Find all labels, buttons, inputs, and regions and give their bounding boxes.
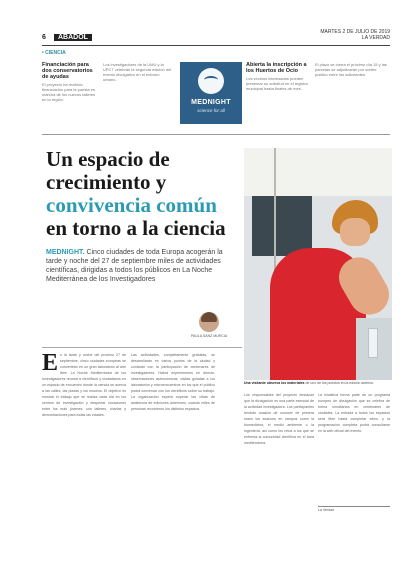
- teaser-headline: Financiación para dos conservatorios de ayudas: [42, 62, 93, 80]
- caption-bold: Una visitante observa los materiales: [244, 381, 305, 385]
- headline-line: Un espacio de: [46, 147, 170, 171]
- teaser-body: Los vecinos interesados pueden presentar su solicitud en el registro municipal hasta finales de mes.: [246, 76, 309, 91]
- body-column-1: [42, 352, 126, 526]
- teaser-4: [315, 62, 390, 77]
- date-block: [320, 29, 390, 41]
- section-label: ABADOL: [54, 34, 92, 41]
- page-footer: La Verdad: [318, 506, 390, 514]
- teaser-2: [103, 62, 173, 82]
- teaser-headline: Abierta la inscripción a los Huertos de Ocio: [246, 62, 307, 74]
- body-column-3: [244, 392, 314, 504]
- bird-icon: [204, 76, 218, 84]
- logo-name: MEDNIGHT: [191, 99, 231, 106]
- teaser-body: Los investigadores de la UMU y la UPCT celebran la segunda edición del evento divulgativo en el entorno urbano.: [103, 62, 172, 82]
- publication-name: LA VERDAD: [361, 35, 390, 41]
- author-avatar: [199, 312, 219, 332]
- logo-circle: [198, 68, 224, 94]
- headline-line: crecimiento y: [46, 170, 167, 194]
- photo-caption: [244, 381, 392, 385]
- article-lead: [46, 248, 236, 284]
- lead-text: Cinco ciudades de toda Europa acogerán la tarde y noche del 27 de septiembre miles de actividades científicas, dirigidas a todos los públicos en La Noche Mediterránea de los Investigadores: [46, 249, 223, 283]
- teaser-3: [246, 62, 311, 91]
- headline-line-accent: convivencia común: [46, 193, 217, 217]
- section-divider: [42, 134, 390, 135]
- caption-text: de uno de los puestos en la edición anterior.: [304, 381, 374, 385]
- body-text: n la tarde y noche del próximo 27 de septiembre, cinco ciudades europeas se convertirán en un gran laboratorio al aire libre. La Noche Mediterránea de los Investigadores reunirá a científicos y ciudadanos en un espacio de encuentro donde la ciencia se acerca a las calles, las plazas y los museos. El objetivo es mostrar el trabajo que se realiza cada día en los centros de investigación y despertar vocaciones entre los más jóvenes, con talleres, charlas y demostraciones para todas las edades.: [42, 353, 126, 417]
- section-sublabel: • CIENCIA: [42, 50, 66, 56]
- page-header: [42, 29, 390, 46]
- article-headline: [46, 148, 236, 240]
- article-photo: [244, 148, 392, 380]
- body-column-2: [131, 352, 215, 526]
- date-line: MARTES 2 DE JULIO DE 2019: [320, 29, 390, 35]
- drop-cap: E: [42, 352, 59, 376]
- body-rule: [42, 347, 242, 348]
- page-number: 6: [42, 34, 46, 41]
- body-text: La iniciativa forma parte de un programa europeo de divulgación que se celebra de forma simultánea en centenares de ciudades. La entrada a todos los espacios será libre hasta completar aforo, y la programación completa podrá consultarse en la web oficial del evento.: [318, 393, 390, 433]
- body-text: Los responsables del proyecto destacan que la divulgación es una parte esencial de la actividad investigadora. Los participantes tendrán ocasión de conocer de primera mano los avances en campos como la biomedicina, el medio ambiente o la ingeniería, así como los retos a los que se enfrenta la comunidad científica en el área mediterránea.: [244, 393, 314, 445]
- author-name: PAULA SANZ MURCIA: [190, 334, 228, 338]
- mednight-logo: [180, 62, 242, 124]
- teaser-body: El plazo se cierra el próximo día 15 y las parcelas se adjudicarán por sorteo público entre los solicitantes.: [315, 62, 387, 77]
- lead-kicker: MEDNIGHT.: [46, 249, 85, 256]
- headline-line: en torno a la ciencia: [46, 216, 226, 240]
- teaser-1: [42, 62, 100, 102]
- logo-tagline: science for all: [197, 108, 225, 113]
- author-byline: [180, 312, 238, 338]
- body-text: Las actividades, completamente gratuitas, se desarrollarán en varios puntos de la ciudad y contarán con la participación de centenares de investigadores. Habrá experimentos en directo, observaciones astronómicas, visitas guiadas a los laboratorios y microencuentros en los que el público podrá conversar con los científicos sobre su trabajo. La organización espera superar las cifras de asistencia de ediciones anteriores, cuando miles de personas recorrieron los distintos espacios.: [131, 353, 215, 411]
- teaser-body: El proyecto ha recibido financiación para la puesta en marcha de los nuevos talleres en la región.: [42, 82, 96, 102]
- body-column-4: [318, 392, 390, 504]
